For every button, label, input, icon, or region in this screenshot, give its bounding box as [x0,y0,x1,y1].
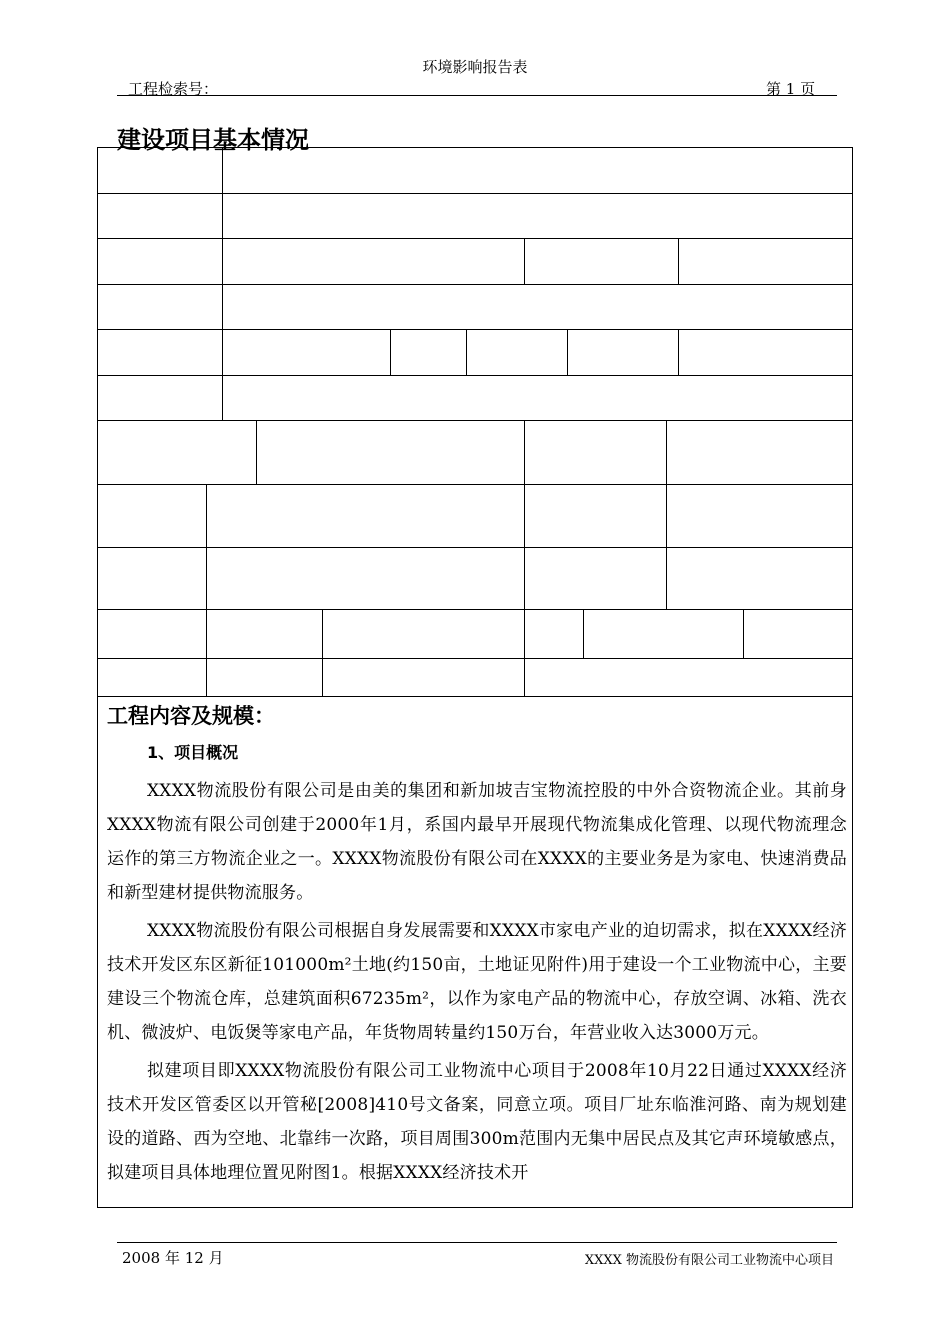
col-divider [524,238,525,284]
row-divider [98,238,853,239]
row-divider [98,658,853,659]
row-divider [98,420,853,421]
project-content [107,700,847,1190]
col-divider [256,420,257,484]
col-divider [206,484,207,696]
col-divider [466,329,467,375]
row-divider [98,375,853,376]
subsection-title: 1、项目概况 [147,743,239,762]
row-divider [98,193,853,194]
col-divider [666,420,667,484]
col-divider [743,609,744,658]
retrieval-number-label: 工程检索号： [128,80,219,98]
report-title: 环境影响报告表 [422,58,528,76]
col-divider [524,484,525,696]
section-title: 建设项目基本情况 [117,126,309,154]
row-divider [98,696,853,697]
col-divider [222,148,223,420]
row-divider [98,609,853,610]
paragraph: XXXX物流股份有限公司根据自身发展需要和XXXX市家电产业的迫切需求，拟在XXXX经济技术开发区东区新征101000m²土地(约150亩，土地证见附件)用于建设一个工业物流中心，主要建设三个物流仓库，总建筑面积67235m²，以作为家电产品的物流中心，存放空调、冰箱、洗衣机、微波炉、电饭煲等家电产品，年货物周转量约150万台，年营业收入达3000万元。 [107,921,847,1043]
content-title: 工程内容及规模： [107,704,275,728]
footer-project-name: XXXX 物流股份有限公司工业物流中心项目 [584,1253,834,1268]
paragraph: XXXX物流股份有限公司是由美的集团和新加坡吉宝物流控股的中外合资物流企业。其前身XXXX物流有限公司创建于2000年1月，系国内最早开展现代物流集成化管理、以现代物流理念运作的第三方物流企业之一。XXXX物流股份有限公司在XXXX的主要业务是为家电、快速消费品和新型建材提供物流服务。 [107,781,847,903]
footer-rule [117,1242,837,1243]
paragraph: 拟建项目即XXXX物流股份有限公司工业物流中心项目于2008年10月22日通过XXXX经济技术开发区管委区以开管秘[2008]410号文备案，同意立项。项目厂址东临淮河路、南为规划建设的道路、西为空地、北靠纬一次路，项目周围300m范围内无集中居民点及其它声环境敏感点，拟建项目具体地理位置见附图1。根据XXXX经济技术开 [107,1061,847,1183]
col-divider [322,609,323,696]
col-divider [583,609,584,658]
row-divider [98,284,853,285]
col-divider [678,329,679,375]
footer-date: 2008 年 12 月 [122,1249,224,1267]
col-divider [666,484,667,609]
header-rule [117,95,837,96]
row-divider [98,329,853,330]
col-divider [390,329,391,375]
col-divider [567,329,568,375]
col-divider [524,420,525,484]
page-number: 第 1 页 [766,80,816,98]
col-divider [678,238,679,284]
row-divider [98,547,853,548]
row-divider [98,484,853,485]
